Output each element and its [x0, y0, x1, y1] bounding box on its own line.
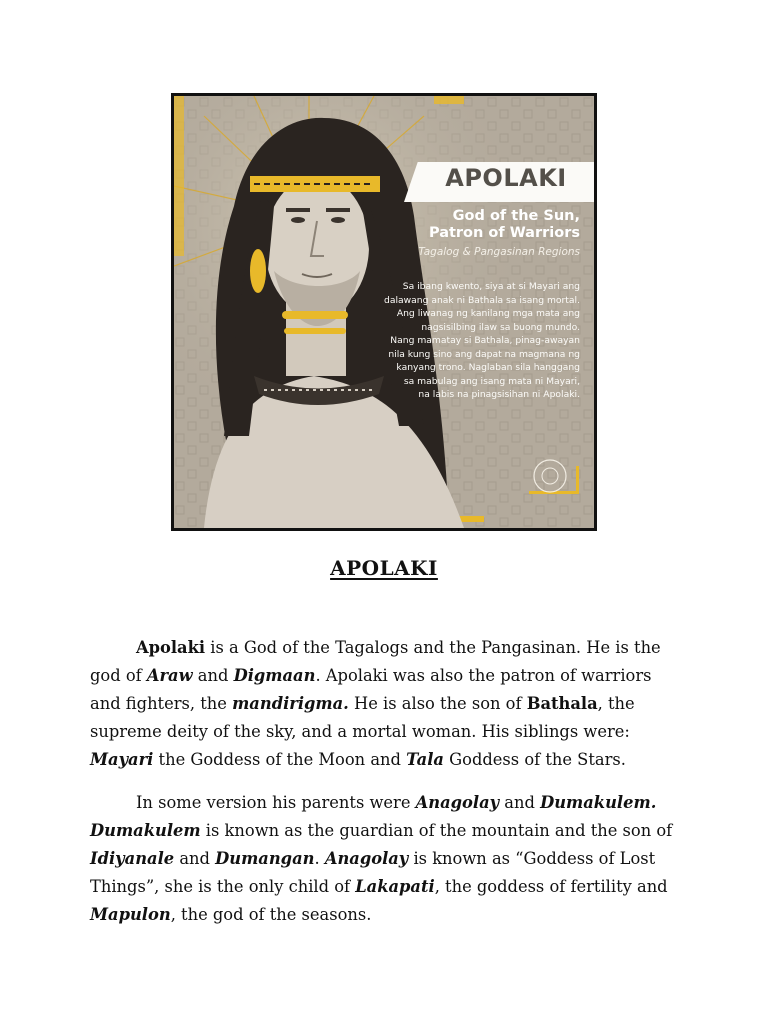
poster-body-line: na labis na pinagsisihan ni Apolaki. — [418, 389, 580, 400]
poster-body-text — [344, 280, 580, 402]
term-mayari: Mayari — [90, 750, 154, 769]
term-mandirigma: mandirigma. — [232, 694, 349, 713]
poster-subtitle-line2: Patron of Warriors — [428, 225, 580, 241]
poster-title: APOLAKI — [445, 164, 567, 192]
poster-body-line: sa mabulag ang isang mata ni Mayari, — [403, 375, 580, 387]
page-heading-text: APOLAKI — [330, 556, 438, 580]
poster-subtitle — [390, 208, 580, 242]
paragraph-1 — [90, 634, 680, 774]
text-run: In some version his parents were — [136, 793, 416, 812]
poster-region: Tagalog & Pangasinan Regions — [418, 246, 580, 258]
term-bathala: Bathala — [526, 694, 598, 713]
text-run: He is also the son of — [348, 694, 527, 713]
term-digmaan: Digmaan — [233, 666, 316, 685]
poster-body-line: nagsisilbing ilaw sa buong mundo. — [421, 321, 580, 333]
term-dumangan: Dumangan — [215, 849, 315, 868]
text-run: , the goddess of fertility and — [434, 877, 668, 896]
term-apolaki: Apolaki — [136, 638, 206, 657]
term-dumakulem: Dumakulem — [90, 821, 201, 840]
text-run: , the god of the seasons. — [170, 905, 372, 924]
text-run: the Goddess of the Moon and — [153, 750, 407, 769]
poster-body-line: dalawang anak ni Bathala sa isang mortal. — [383, 294, 580, 306]
term-dumakulem: Dumakulem. — [540, 793, 657, 812]
term-araw: Araw — [146, 666, 193, 685]
text-run: is known as the guardian of the mountain and the son of — [200, 821, 673, 840]
poster-body-line: nila kung sino ang dapat na magmana ng — [388, 348, 580, 360]
text-run: , the supreme deity of the sky, and a mortal woman. His siblings were: — [90, 694, 635, 741]
text-run: is known as “Goddess of Lost Things”, she is the only child of — [90, 849, 656, 896]
term-tala: Tala — [406, 750, 444, 769]
poster-body-line: Ang liwanag ng kanilang mga mata ang — [396, 308, 580, 319]
poster-body-line: Sa ibang kwento, siya at si Mayari ang — [402, 281, 580, 292]
page-heading — [0, 556, 768, 580]
text-run: and — [192, 666, 234, 685]
term-idiyanale: Idiyanale — [90, 849, 175, 868]
apolaki-poster-image — [171, 93, 597, 531]
poster-subtitle-line1: God of the Sun, — [452, 208, 580, 224]
text-run: . Apolaki was also the patron of warriors and fighters, the — [90, 666, 652, 713]
poster-body-line: Nang mamatay si Bathala, pinag-awayan — [390, 335, 580, 346]
text-run: and — [499, 793, 541, 812]
term-lakapati: Lakapati — [355, 877, 435, 896]
term-mapulon: Mapulon — [90, 905, 171, 924]
text-run: and — [174, 849, 216, 868]
text-run: . — [314, 849, 325, 868]
paragraph-2 — [90, 789, 680, 929]
term-anagolay: Anagolay — [324, 849, 409, 868]
text-run: is a God of the Tagalogs and the Pangasinan. He is the god of — [90, 638, 661, 685]
term-anagolay: Anagolay — [415, 793, 500, 812]
text-run: Goddess of the Stars. — [443, 750, 626, 769]
poster-body-line: kanyang trono. Naglaban sila hanggang — [396, 362, 580, 373]
